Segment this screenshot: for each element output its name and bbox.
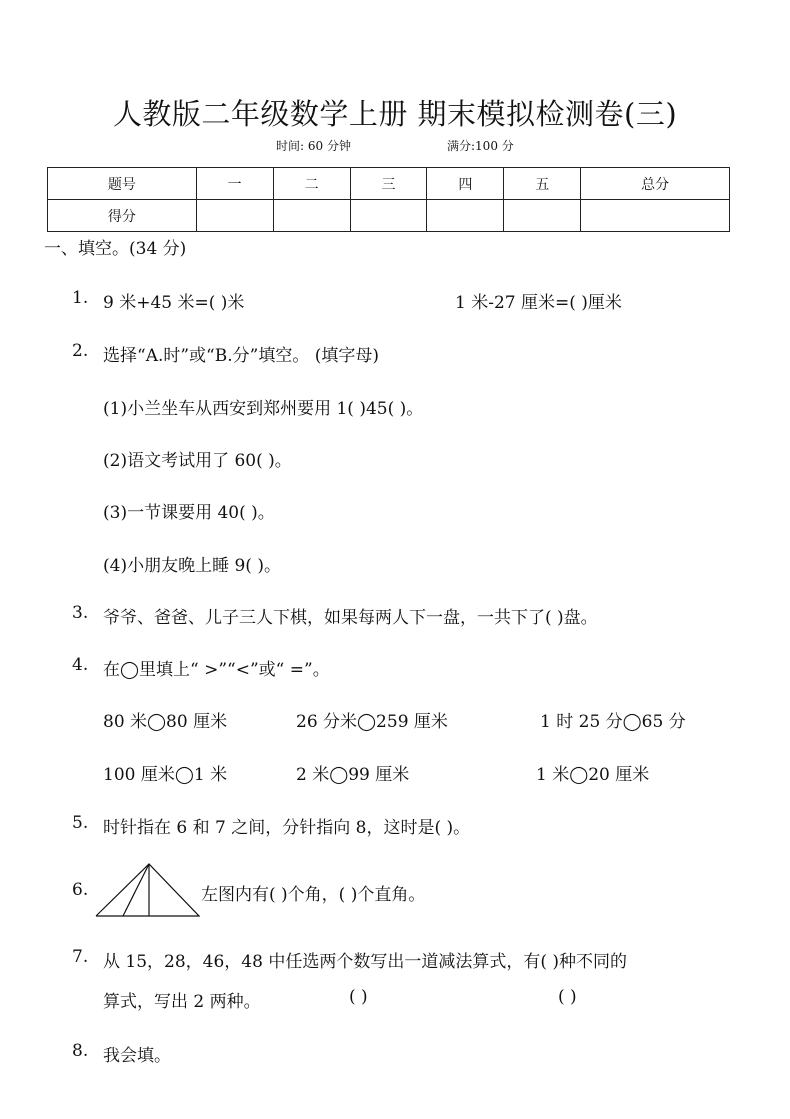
question-number: 5. bbox=[72, 813, 89, 833]
question-2-sub: (3)一节课要用 40( )。 bbox=[103, 503, 275, 523]
question-7-line2: 算式，写出 2 两种。 bbox=[103, 992, 261, 1012]
score-cell[interactable] bbox=[196, 200, 273, 232]
score-table-header-row bbox=[48, 168, 730, 200]
score-cell[interactable] bbox=[427, 200, 504, 232]
score-table-header: 四 bbox=[427, 168, 504, 200]
answer-blank[interactable]: ( ) bbox=[349, 987, 368, 1007]
question-number: 3. bbox=[72, 603, 89, 623]
question-2-sub: (1)小兰坐车从西安到郑州要用 1( )45( )。 bbox=[103, 399, 424, 419]
section-heading: 一、填空。(34 分) bbox=[44, 239, 187, 259]
page-title: 人教版二年级数学上册 期末模拟检测卷(三) bbox=[112, 97, 678, 131]
score-table-header: 总分 bbox=[581, 168, 730, 200]
score-label: 满分:100 分 bbox=[447, 139, 514, 153]
question-2-sub: (2)语文考试用了 60( )。 bbox=[103, 451, 292, 471]
question-2-text: 选择“A.时”或“B.分”填空。 (填字母) bbox=[103, 346, 380, 366]
compare-item: 2 米◯99 厘米 bbox=[296, 765, 410, 785]
question-6-text: 左图内有( )个角，( )个直角。 bbox=[201, 885, 426, 905]
score-table-header: 三 bbox=[350, 168, 427, 200]
question-8-text: 我会填。 bbox=[103, 1046, 171, 1066]
score-table-header: 二 bbox=[273, 168, 350, 200]
score-cell[interactable] bbox=[504, 200, 581, 232]
compare-item: 1 时 25 分◯65 分 bbox=[540, 712, 686, 732]
score-table-header: 题号 bbox=[48, 168, 197, 200]
time-label: 时间: 60 分钟 bbox=[276, 139, 351, 153]
question-number: 4. bbox=[72, 655, 89, 675]
answer-blank[interactable]: ( ) bbox=[558, 987, 577, 1007]
question-1-right: 1 米-27 厘米=( )厘米 bbox=[455, 293, 622, 313]
score-cell[interactable] bbox=[350, 200, 427, 232]
question-1-left: 9 米+45 米=( )米 bbox=[103, 293, 245, 313]
question-5-text: 时针指在 6 和 7 之间，分针指向 8，这时是( )。 bbox=[103, 818, 471, 838]
question-number: 8. bbox=[72, 1041, 89, 1061]
compare-item: 80 米◯80 厘米 bbox=[103, 712, 228, 732]
question-4-text: 在◯里填上“ >”“<”或“ =”。 bbox=[103, 660, 330, 680]
compare-item: 26 分米◯259 厘米 bbox=[296, 712, 448, 732]
compare-item: 100 厘米◯1 米 bbox=[103, 765, 228, 785]
compare-item: 1 米◯20 厘米 bbox=[536, 765, 650, 785]
triangle-figure bbox=[95, 862, 200, 918]
score-table-header: 一 bbox=[196, 168, 273, 200]
question-number: 7. bbox=[72, 947, 89, 967]
question-number: 1. bbox=[72, 288, 89, 308]
question-7-line1: 从 15，28，46，48 中任选两个数写出一道减法算式，有( )种不同的 bbox=[103, 952, 628, 972]
score-row-label: 得分 bbox=[48, 200, 197, 232]
score-cell[interactable] bbox=[273, 200, 350, 232]
question-2-sub: (4)小朋友晚上睡 9( )。 bbox=[103, 556, 281, 576]
score-table-score-row bbox=[48, 200, 730, 232]
score-table-header: 五 bbox=[504, 168, 581, 200]
score-table bbox=[47, 167, 730, 232]
question-3-text: 爷爷、爸爸、儿子三人下棋，如果每两人下一盘，一共下了( )盘。 bbox=[103, 608, 598, 628]
question-number: 6. bbox=[72, 880, 89, 900]
question-number: 2. bbox=[72, 341, 89, 361]
score-cell[interactable] bbox=[581, 200, 730, 232]
